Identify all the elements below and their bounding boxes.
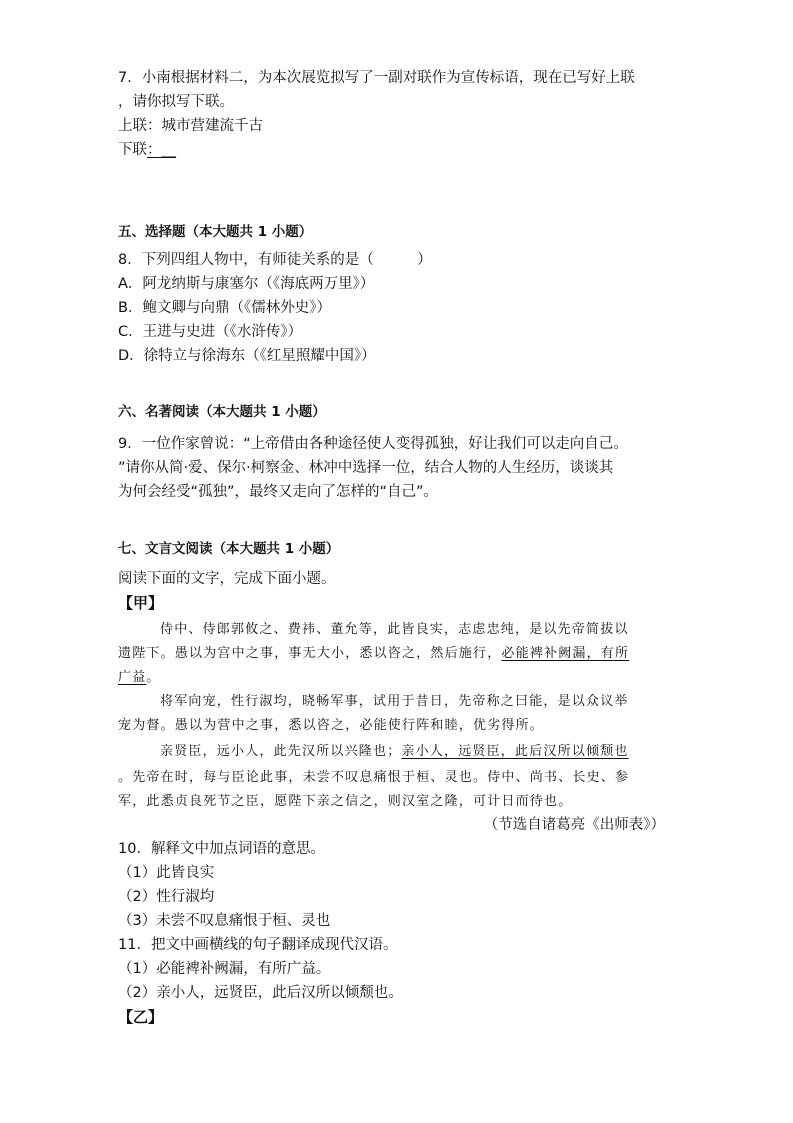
q7-answer-blank: ：__ <box>147 142 176 158</box>
q7-line-1: 7．小南根据材料二，为本次展览拟写了一副对联作为宣传标语，现在已写好上联 <box>118 70 635 86</box>
passage-source: （节选自诸葛亮《出师表》） <box>483 817 665 833</box>
q8-option-b: B．鲍文卿与向鼎（《儒林外史》） <box>118 300 331 316</box>
q8-option-c: C．王进与史进（《水浒传》） <box>118 324 303 340</box>
passage-p1-line-1: 侍中、侍郎郭攸之、费祎、董允等，此皆良实，志虑忠纯，是以先帝简拔以 <box>160 622 629 637</box>
underlined-sentence-2: 亲小人，远贤臣，此后汉所以倾颓也 <box>401 744 629 759</box>
q11-item-1: （1）必能裨补阙漏，有所广益。 <box>118 961 331 977</box>
q10-item-2: （2）性行淑均 <box>118 889 215 905</box>
q9-line-3: 为何会经受“孤独”，最终又走向了怎样的“自己”。 <box>118 484 439 500</box>
q7-lower-couplet <box>118 138 176 162</box>
section-5-heading: 五、选择题（本大题共 1 小题） <box>118 224 313 240</box>
passage-p1-line-3 <box>118 666 161 690</box>
q9-line-1: 9．一位作家曾说：“上帝借由各种途径使人变得孤独，好让我们可以走向自己。 <box>118 436 628 452</box>
q10-item-1: （1）此皆良实 <box>118 865 215 881</box>
q8-option-d: D．徐特立与徐海东（《红星照耀中国》） <box>118 348 376 364</box>
q11-item-2: （2）亲小人，远贤臣，此后汉所以倾颓也。 <box>118 985 403 1001</box>
p1-end: 。 <box>146 670 161 685</box>
passage-p2-line-1: 将军向宠，性行淑均，晓畅军事，试用于昔日，先帝称之曰能，是以众议举 <box>160 694 629 709</box>
section-6-heading: 六、名著阅读（本大题共 1 小题） <box>118 404 326 420</box>
q8-stem: 8．下列四组人物中，有师徒关系的是（ ） <box>118 252 432 268</box>
p1-text: 遗陛下。愚以为宫中之事，事无大小，悉以咨之，然后施行， <box>118 646 502 661</box>
q10-item-3: （3）未尝不叹息痛恨于桓、灵也 <box>118 913 331 929</box>
passage-yi-marker: 【乙】 <box>118 1008 164 1026</box>
p3-text: 亲贤臣，远小人，此先汉所以兴隆也； <box>160 744 402 759</box>
underlined-sentence-1b: 广益 <box>118 670 147 685</box>
q7-upper-couplet: 上联：城市营建流千古 <box>118 118 263 134</box>
passage-p1-line-2 <box>118 642 629 666</box>
q11-stem: 11．把文中画横线的句子翻译成现代汉语。 <box>118 937 398 953</box>
q10-stem: 10．解释文中加点词语的意思。 <box>118 841 325 857</box>
reading-intro: 阅读下面的文字，完成下面小题。 <box>118 571 336 587</box>
passage-p3-line-1 <box>160 740 629 764</box>
passage-jia-marker: 【甲】 <box>118 594 164 612</box>
q7-lower-label: 下联 <box>118 142 147 158</box>
q9-line-2: ”请你从简·爱、保尔·柯察金、林冲中选择一位，结合人物的人生经历，谈谈其 <box>118 460 614 476</box>
underlined-sentence-1a: 必能裨补阙漏，有所 <box>501 646 630 661</box>
q7-line-2: ，请你拟写下联。 <box>118 94 234 110</box>
passage-p3-line-3: 军，此悉贞良死节之臣，愿陛下亲之信之，则汉室之隆，可计日而待也。 <box>118 794 573 809</box>
passage-p2-line-2: 宠为督。愚以为营中之事，悉以咨之，必能使行阵和睦，优劣得所。 <box>118 718 545 733</box>
passage-p3-line-2: 。先帝在时，每与臣论此事，未尝不叹息痛恨于桓、灵也。侍中、尚书、长史、参 <box>118 770 630 785</box>
section-7-heading: 七、文言文阅读（本大题共 1 小题） <box>118 541 340 557</box>
q8-option-a: A．阿龙纳斯与康塞尔（《海底两万里》） <box>118 276 375 292</box>
